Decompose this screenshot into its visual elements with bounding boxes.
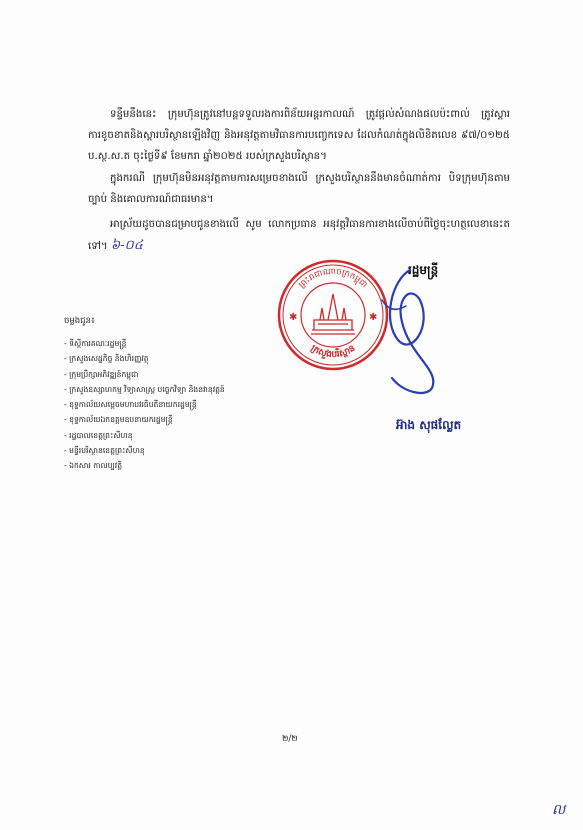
angkor-wat-emblem bbox=[311, 294, 355, 334]
paragraph-2-text: ក្នុងករណី ក្រុមហ៊ុនមិនអនុវត្តតាមការសម្រេចខាងលើ ក្រសួងបរិស្ថាននឹងមានចំណាត់ការ បិទក្រុមហ៊ុនតាមច្បាប់ និងគោលការណ៍ជាធរមាន។ bbox=[88, 173, 510, 206]
minister-title: រដ្ឋមន្ត្រី bbox=[408, 263, 439, 277]
cc-list-item: - ខុទ្ទកាល័យសម្តេចមហាបវរធិបតីនាយករដ្ឋមន្ត្រី bbox=[64, 400, 197, 410]
cc-list-item: - រដ្ឋបាលខេត្តព្រះសីហនុ bbox=[64, 430, 133, 440]
seal-bottom-text bbox=[309, 343, 358, 360]
corner-handwritten-mark: ល bbox=[552, 802, 566, 818]
handwritten-signature bbox=[362, 260, 452, 400]
seal-bottom-text-path: ក្រសួងបរិស្ថាន bbox=[308, 343, 358, 361]
handwritten-date-note: ៦-០៤ bbox=[110, 238, 143, 254]
cc-list bbox=[64, 336, 225, 474]
signer-name: អ៊ាង សុផល្លែត bbox=[396, 418, 462, 432]
cc-list-item: - មន្ទីរបរិស្ថានខេត្តព្រះសីហនុ bbox=[64, 446, 145, 456]
cc-list-item: - ទីស្តីការគណៈរដ្ឋមន្ត្រី bbox=[64, 339, 127, 348]
seal-top-text-path: ព្រះរាជាណាចក្រកម្ពុជា bbox=[297, 266, 370, 291]
seal-star-right: ✱ bbox=[369, 312, 378, 323]
body-paragraph-1 bbox=[88, 104, 510, 167]
cc-list-item: - ក្រុមប្រឹក្សាអភិវឌ្ឍន៍កម្ពុជា bbox=[64, 369, 139, 379]
cc-list-item: - ក្រសួងឧស្សាហកម្ម វិទ្យាសាស្ត្រ បច្ចេកវិទ្យា និងនវានុវត្តន៍ bbox=[64, 384, 225, 394]
cc-list-item: - ក្រសួងសេដ្ឋកិច្ច និងហិរញ្ញវត្ថុ bbox=[64, 354, 149, 364]
page-number: ២/២ bbox=[282, 734, 298, 744]
seal-star-left: ✱ bbox=[289, 312, 298, 323]
body-paragraph-3 bbox=[88, 214, 510, 257]
body-paragraph-2 bbox=[88, 168, 510, 210]
cc-list-item: - ខុទ្ទកាល័យឯកឧត្តមឧបនាយករដ្ឋមន្ត្រី bbox=[64, 415, 173, 425]
paragraph-1-text: ទន្ទឹមនឹងនេះ ក្រុមហ៊ុនត្រូវនៅបន្តទទួលរងការពិន័យអន្តរកាលណ៍ ត្រូវផ្តល់សំណងផលប៉ះពាល់ ត្រូវស្តារការខូចខាតនិងស្តារបរិស្ថានឡើងវិញ និងអនុវត្តតាមវិធានការបញ្ចេកទេស ដែលកំណត់ក្នុងលិខិតលេខ ៩៧/០១២៥ ប.ស្ថ.ស.ត ចុះថ្ងៃទី៩ ខែមករា ឆ្នាំ២០២៥ របស់ក្រសួងបរិស្ថាន។ bbox=[88, 109, 510, 163]
paragraph-3-text: អាស្រ័យដូចបានជម្រាបជូនខាងលើ សូម លោកប្រធាន អនុវត្តវិធានការខាងលើចាប់ពីថ្ងៃចុះហត្ថលេខានេះតទៅ។ bbox=[88, 219, 510, 253]
cc-list-item: - ឯកសារ កាលប្បវត្តិ bbox=[64, 461, 123, 471]
cc-title: ចម្លងជូន៖ bbox=[64, 316, 95, 326]
seal-top-text bbox=[297, 267, 369, 291]
